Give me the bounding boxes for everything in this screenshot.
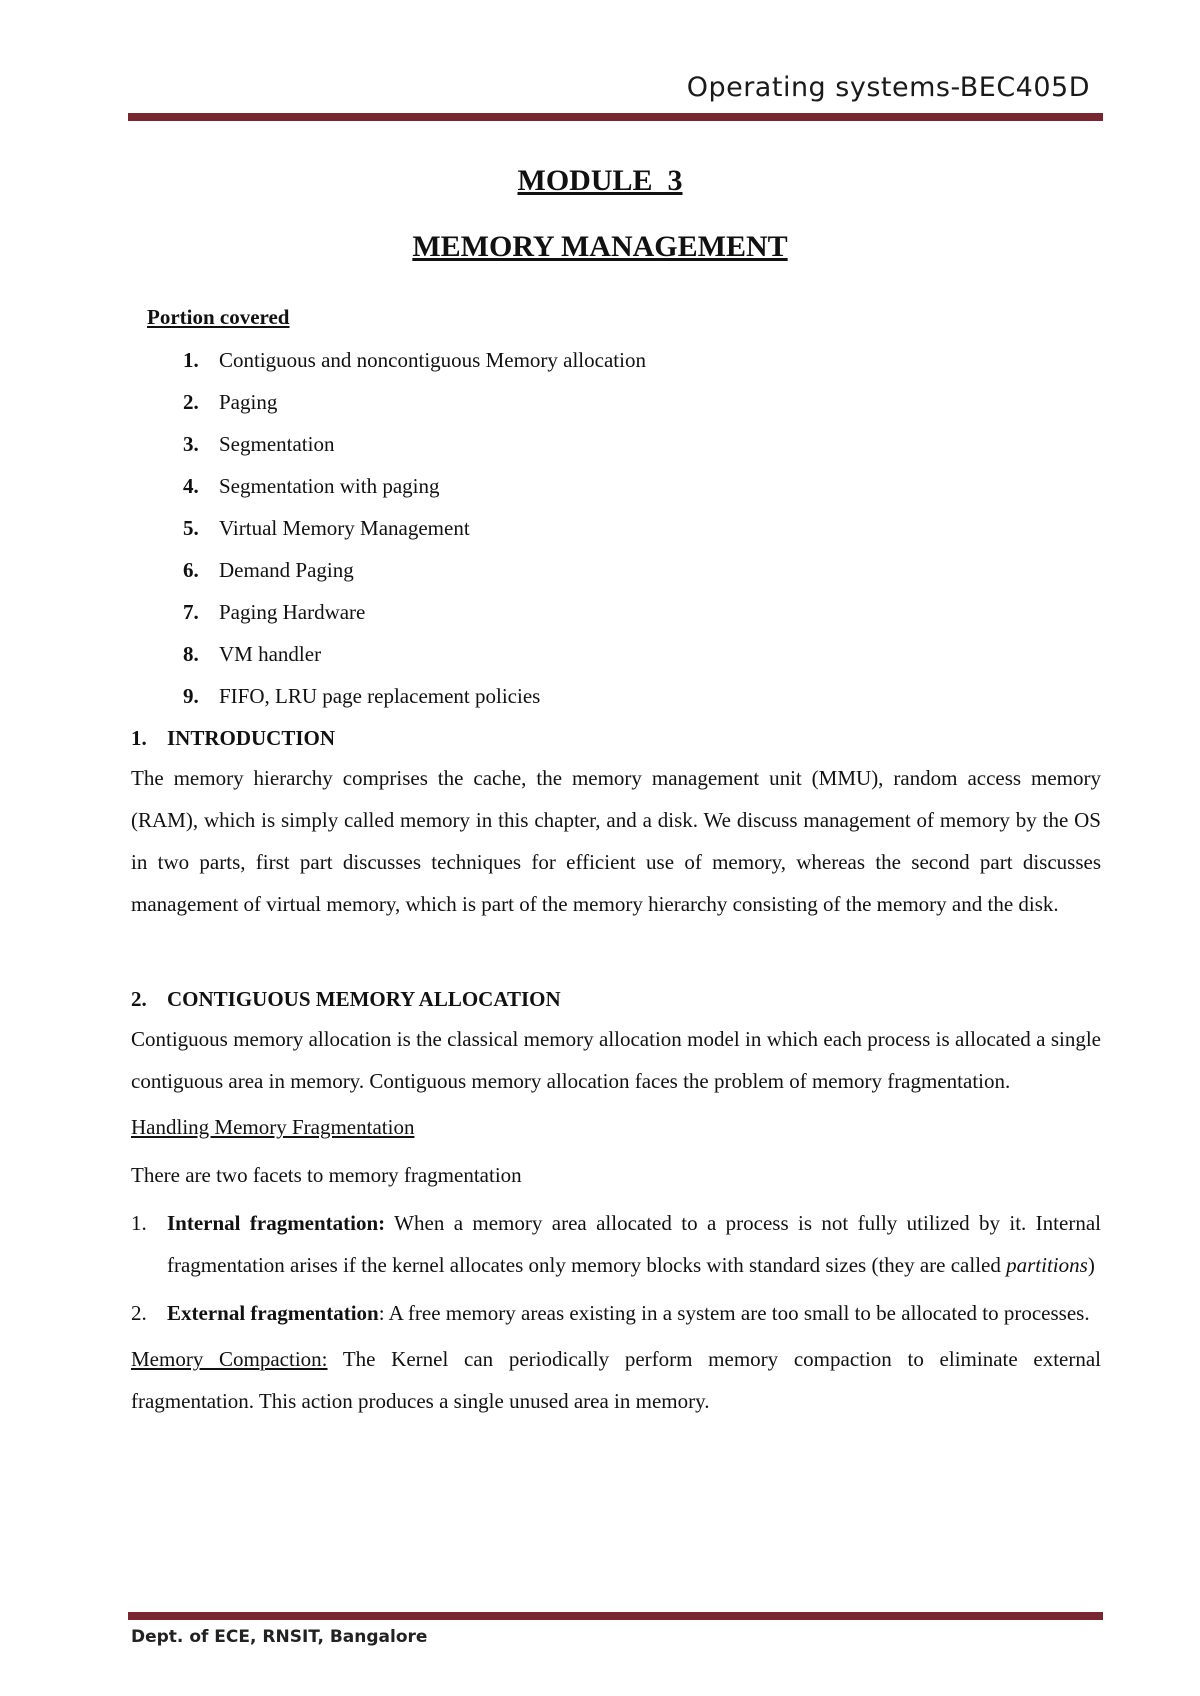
module-title: MODULE 3: [517, 164, 683, 197]
portion-item: 5. Virtual Memory Management: [183, 516, 470, 540]
compaction-text: Memory Compaction: The Kernel can periodically perform memory compaction to eliminate external fragmentation. This action produces a single unused area in memory.: [131, 1347, 1101, 1413]
facet-item: 2. External fragmentation: A free memory areas existing in a system are too small to be allocated to processes.: [131, 1301, 1090, 1325]
introduction-text: The memory hierarchy comprises the cache, the memory management unit (MMU), random access memory (RAM), which is simply called memory in this chapter, and a disk. We discuss management of memory by the OS in two parts, first part discusses techniques for efficient use of memory, whereas the second part discusses management of virtual memory, which is part of the memory hierarchy consisting of the memory and the disk.: [131, 766, 1101, 916]
portion-item: 3. Segmentation: [183, 432, 335, 456]
module-subtitle: MEMORY MANAGEMENT: [412, 230, 788, 263]
portion-item: 1. Contiguous and noncontiguous Memory allocation: [183, 348, 646, 372]
portion-list: [183, 345, 646, 723]
footer-rule: [128, 1612, 1103, 1620]
portion-item: 8. VM handler: [183, 642, 322, 666]
facets-intro: There are two facets to memory fragmentation: [131, 1163, 522, 1187]
facets-list: [131, 1202, 1101, 1334]
contiguous-heading: 2. CONTIGUOUS MEMORY ALLOCATION: [131, 987, 561, 1011]
introduction-section: [131, 723, 1101, 925]
contiguous-text: Contiguous memory allocation is the classical memory allocation model in which each process is allocated a single contiguous area in memory. Contiguous memory allocation faces the problem of memory fragmentation.: [131, 1027, 1101, 1093]
compaction-label: Memory Compaction:: [131, 1347, 328, 1371]
introduction-heading: 1. INTRODUCTION: [131, 726, 336, 750]
fragmentation-heading: Handling Memory Fragmentation: [131, 1115, 415, 1139]
facet-item: 1. Internal fragmentation: When a memory area allocated to a process is not fully utilized by it. Internal fragmentation arises if the kernel allocates only memory blocks with standard sizes (they are called partitions): [131, 1211, 1101, 1277]
portion-item: 4. Segmentation with paging: [183, 474, 440, 498]
portion-item: 7. Paging Hardware: [183, 600, 366, 624]
portion-item: 6. Demand Paging: [183, 558, 354, 582]
portion-item: 2. Paging: [183, 390, 278, 414]
contiguous-section: [131, 984, 1101, 1422]
header-rule: [128, 113, 1103, 121]
header-title: Operating systems-BEC405D: [686, 72, 1090, 103]
footer-text: Dept. of ECE, RNSIT, Bangalore: [131, 1627, 428, 1647]
portion-heading: Portion covered: [147, 305, 290, 329]
portion-item: 9. FIFO, LRU page replacement policies: [183, 684, 541, 708]
